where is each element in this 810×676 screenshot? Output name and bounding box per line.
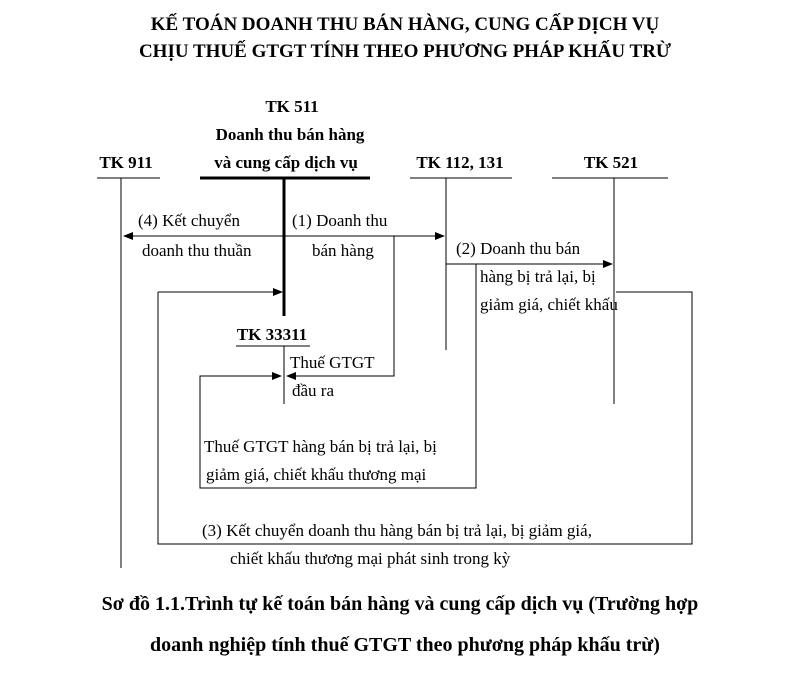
tk112-label: TK 112, 131 xyxy=(416,153,504,172)
flow-3-label-1: (3) Kết chuyển doanh thu hàng bán bị trả lại, bị giảm giá, xyxy=(202,521,592,540)
flow-2-label-3: giảm giá, chiết khấu xyxy=(480,295,618,314)
tk511-name-1: Doanh thu bán hàng xyxy=(215,125,365,144)
tk511-code: TK 511 xyxy=(265,97,319,116)
vat-output-label-2: đầu ra xyxy=(292,381,335,400)
flow-2-label-2: hàng bị trả lại, bị xyxy=(480,267,596,286)
flow-4-label-1: (4) Kết chuyển xyxy=(138,211,240,230)
tk521-label: TK 521 xyxy=(583,153,639,172)
tk911-label: TK 911 xyxy=(99,153,153,172)
caption-line-2: doanh nghiệp tính thuế GTGT theo phương pháp khấu trừ) xyxy=(150,634,660,656)
title-line-1: KẾ TOÁN DOANH THU BÁN HÀNG, CUNG CẤP DỊCH VỤ xyxy=(150,14,660,35)
tk33311-label: TK 33311 xyxy=(236,325,308,344)
flow-3-label-2: chiết khấu thương mại phát sinh trong kỳ xyxy=(230,549,511,568)
vat-output-label-1: Thuế GTGT xyxy=(290,353,375,372)
flow-4-label-2: doanh thu thuần xyxy=(142,241,252,260)
flow-2-label-1: (2) Doanh thu bán xyxy=(456,239,581,258)
flow-1-label-2: bán hàng xyxy=(312,241,374,260)
flow-1-label-1: (1) Doanh thu xyxy=(292,211,388,230)
vat-return-label-2: giảm giá, chiết khấu thương mại xyxy=(206,465,427,484)
caption-line-1: Sơ đồ 1.1.Trình tự kế toán bán hàng và cung cấp dịch vụ (Trường hợp xyxy=(101,593,699,615)
title-line-2: CHỊU THUẾ GTGT TÍNH THEO PHƯƠNG PHÁP KHẤU TRỪ xyxy=(138,41,672,62)
vat-return-label-1: Thuế GTGT hàng bán bị trả lại, bị xyxy=(204,437,437,456)
tk511-name-2: và cung cấp dịch vụ xyxy=(214,153,358,172)
